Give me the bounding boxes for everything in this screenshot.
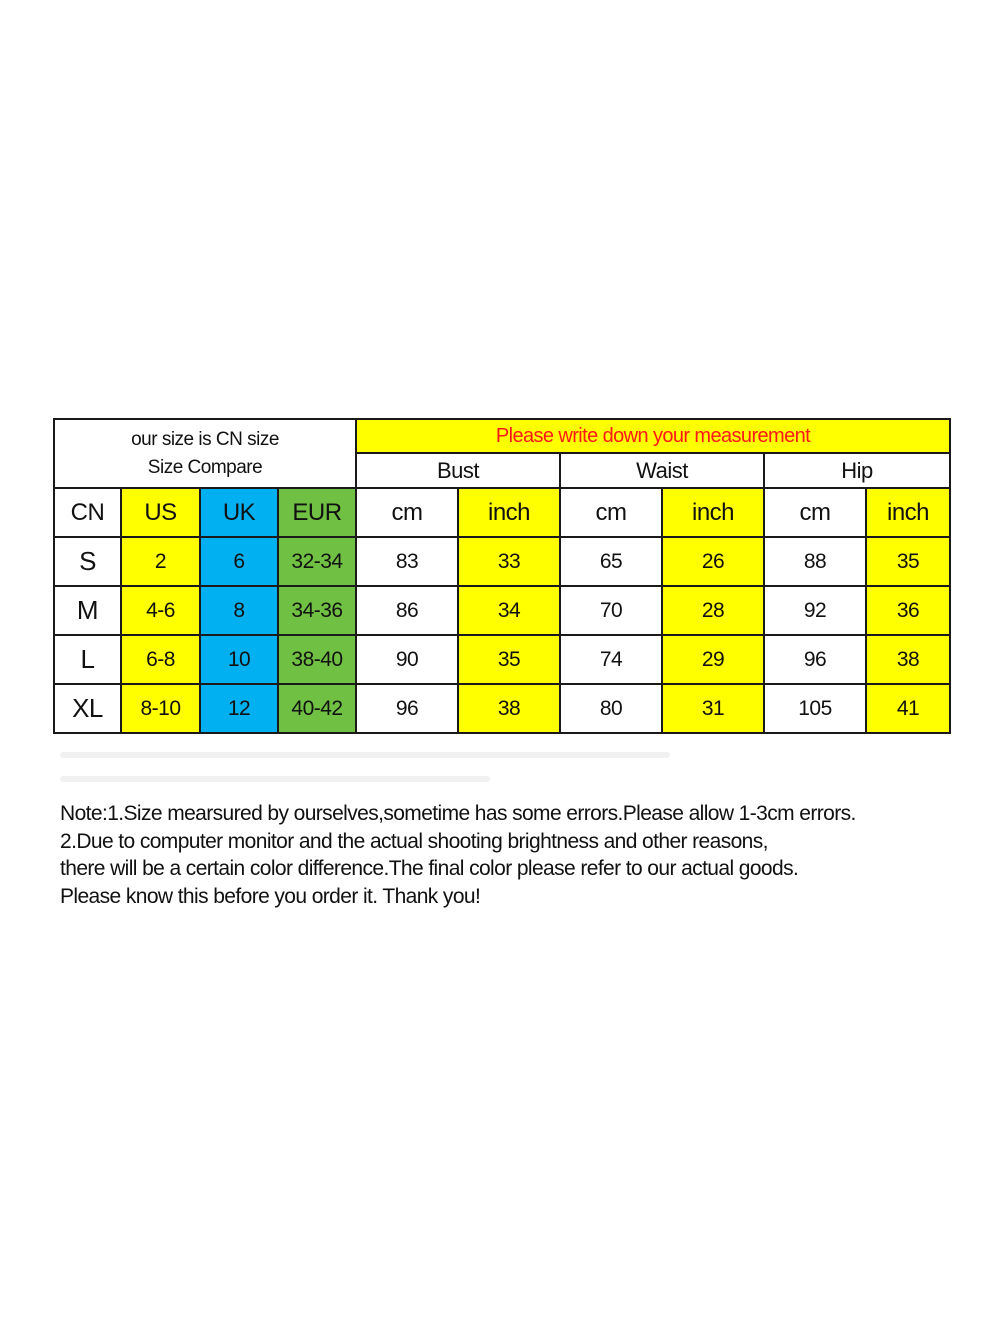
bust-cm-cell: 90 (356, 635, 458, 684)
hip-cm-cell: 92 (764, 586, 866, 635)
waist-cm-cell: 70 (560, 586, 662, 635)
size-uk-cell: 10 (200, 635, 278, 684)
group-header-waist: Waist (560, 453, 764, 488)
hip-inch-cell: 38 (866, 635, 950, 684)
column-header-us: US (121, 488, 200, 537)
size-uk-cell: 8 (200, 586, 278, 635)
column-header-waist-cm: cm (560, 488, 662, 537)
size-us-cell: 6-8 (121, 635, 200, 684)
size-compare-label: Size Compare (147, 456, 263, 478)
hip-inch-cell: 36 (866, 586, 950, 635)
hip-cm-cell: 96 (764, 635, 866, 684)
column-header-bust-cm: cm (356, 488, 458, 537)
table-row-l (54, 635, 950, 684)
erased-text-residue (60, 776, 490, 782)
note-line: Note:1.Size mearsured by ourselves,sometime has some errors.Please allow 1-3cm errors. (60, 802, 856, 825)
column-header-hip-cm: cm (764, 488, 866, 537)
bust-inch-cell: 38 (458, 684, 560, 733)
column-header-cn: CN (54, 488, 121, 537)
erased-text-residue (60, 752, 670, 758)
table-row-m (54, 586, 950, 635)
size-eur-cell: 38-40 (278, 635, 356, 684)
waist-inch-cell: 26 (662, 537, 764, 586)
waist-cm-cell: 80 (560, 684, 662, 733)
waist-inch-cell: 28 (662, 586, 764, 635)
note-line: 2.Due to computer monitor and the actual shooting brightness and other reasons, (60, 829, 768, 853)
waist-inch-cell: 29 (662, 635, 764, 684)
column-header-hip-inch: inch (866, 488, 950, 537)
waist-cm-cell: 65 (560, 537, 662, 586)
size-cn-cell: M (54, 586, 121, 635)
size-cn-cell: L (54, 635, 121, 684)
column-header-eur: EUR (278, 488, 356, 537)
cn-size-note: our size is CN size (131, 428, 279, 450)
group-header-bust: Bust (356, 453, 560, 488)
hip-cm-cell: 88 (764, 537, 866, 586)
bust-cm-cell: 83 (356, 537, 458, 586)
size-uk-cell: 12 (200, 684, 278, 733)
size-uk-cell: 6 (200, 537, 278, 586)
size-us-cell: 4-6 (121, 586, 200, 635)
note-line: Please know this before you order it. Thank you! (60, 884, 481, 908)
bust-inch-cell: 34 (458, 586, 560, 635)
column-header-waist-inch: inch (662, 488, 764, 537)
table-row-s (54, 537, 950, 586)
waist-inch-cell: 31 (662, 684, 764, 733)
size-chart-table (53, 418, 951, 734)
size-eur-cell: 32-34 (278, 537, 356, 586)
table-row-xl (54, 684, 950, 733)
note-line: there will be a certain color difference.The final color please refer to our actual goods. (60, 857, 799, 880)
waist-cm-cell: 74 (560, 635, 662, 684)
cn-size-compare-header (54, 419, 356, 488)
size-cn-cell: XL (54, 684, 121, 733)
bust-cm-cell: 96 (356, 684, 458, 733)
column-header-uk: UK (200, 488, 278, 537)
hip-inch-cell: 35 (866, 537, 950, 586)
size-cn-cell: S (54, 537, 121, 586)
hip-cm-cell: 105 (764, 684, 866, 733)
group-header-hip: Hip (764, 453, 950, 488)
size-us-cell: 2 (121, 537, 200, 586)
size-eur-cell: 40-42 (278, 684, 356, 733)
size-us-cell: 8-10 (121, 684, 200, 733)
column-header-bust-inch: inch (458, 488, 560, 537)
hip-inch-cell: 41 (866, 684, 950, 733)
measurement-banner: Please write down your measurement (356, 419, 950, 453)
size-notes (60, 800, 960, 910)
size-eur-cell: 34-36 (278, 586, 356, 635)
bust-cm-cell: 86 (356, 586, 458, 635)
bust-inch-cell: 33 (458, 537, 560, 586)
bust-inch-cell: 35 (458, 635, 560, 684)
